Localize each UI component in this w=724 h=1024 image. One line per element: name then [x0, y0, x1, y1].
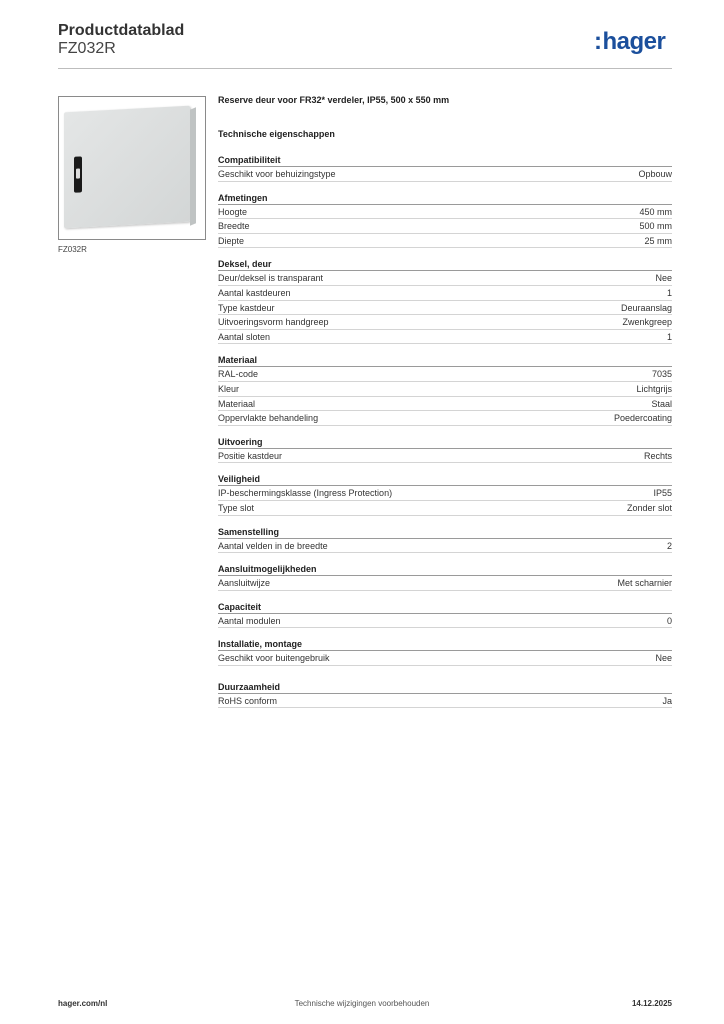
handle-mark: [76, 168, 80, 178]
spec-value: Staal: [651, 398, 672, 409]
spec-label: Aantal sloten: [218, 331, 271, 342]
product-code: FZ032R: [58, 40, 116, 57]
spec-sections: [218, 153, 672, 717]
section-title: Uitvoering: [218, 435, 672, 449]
spec-row: [218, 694, 672, 709]
spec-value: Deuraanslag: [620, 302, 672, 313]
spec-value: 0: [666, 615, 672, 626]
section-title: Afmetingen: [218, 191, 672, 205]
spec-section: [218, 472, 672, 515]
spec-value: 1: [666, 331, 672, 342]
spec-label: Diepte: [218, 235, 245, 246]
section-spacer: [218, 708, 672, 717]
spec-row: [218, 576, 672, 591]
spec-content: [218, 95, 672, 717]
spec-value: Lichtgrijs: [636, 383, 672, 394]
spec-label: Geschikt voor behuizingstype: [218, 169, 336, 179]
spec-section: [218, 353, 672, 425]
spec-row: [218, 330, 672, 345]
spec-label: RoHS conform: [218, 695, 278, 706]
technical-properties-title: Technische eigenschappen: [218, 129, 335, 139]
section-spacer: [218, 182, 672, 191]
spec-row: [218, 614, 672, 629]
section-spacer: [218, 553, 672, 562]
section-spacer: [218, 628, 672, 637]
section-title: Veiligheid: [218, 472, 672, 486]
spec-section: [218, 257, 672, 344]
section-title: Compatibiliteit: [218, 153, 672, 167]
section-title: Samenstelling: [218, 525, 672, 539]
spec-value: Nee: [655, 653, 672, 664]
spec-label: Breedte: [218, 221, 250, 232]
spec-value: 2: [666, 540, 672, 551]
door-edge: [190, 107, 196, 225]
spec-value: 25 mm: [644, 235, 672, 246]
spec-row: [218, 219, 672, 234]
spec-section: [218, 680, 672, 709]
spec-row: [218, 382, 672, 397]
spec-label: Aansluitwijze: [218, 578, 271, 589]
footer-date: 14.12.2025: [631, 999, 672, 1008]
door-handle-icon: [74, 156, 82, 192]
spec-label: Uitvoeringsvorm handgreep: [218, 317, 329, 328]
spec-label: Hoogte: [218, 206, 248, 217]
spec-label: IP-beschermingsklasse (Ingress Protection): [218, 488, 393, 499]
footer-website-link[interactable]: hager.com/nl: [58, 999, 108, 1008]
spec-value: Opbouw: [638, 169, 672, 179]
spec-section: [218, 191, 672, 249]
spec-label: Geschikt voor buitengebruik: [218, 653, 330, 664]
product-description: Reserve deur voor FR32* verdeler, IP55, 500 x 550 mm: [218, 95, 450, 105]
section-spacer: [218, 248, 672, 257]
spec-label: Positie kastdeur: [218, 450, 283, 461]
section-spacer: [218, 463, 672, 472]
hager-logo[interactable]: :hager: [594, 28, 666, 55]
section-spacer: [218, 666, 672, 680]
spec-section: [218, 153, 672, 182]
page-title: Productdatablad: [58, 22, 185, 39]
spec-value: Rechts: [643, 450, 672, 461]
spec-value: Nee: [655, 273, 672, 284]
section-spacer: [218, 591, 672, 600]
spec-row: [218, 411, 672, 426]
spec-label: Aantal kastdeuren: [218, 287, 291, 298]
section-spacer: [218, 426, 672, 435]
spec-value: 7035: [651, 369, 672, 380]
spec-row: [218, 205, 672, 220]
spec-label: Type kastdeur: [218, 302, 275, 313]
spec-row: [218, 367, 672, 382]
spec-label: Kleur: [218, 383, 240, 394]
door-illustration: [64, 106, 190, 229]
section-title: Installatie, montage: [218, 637, 672, 651]
section-title: Materiaal: [218, 353, 672, 367]
spec-section: [218, 562, 672, 591]
spec-section: [218, 435, 672, 464]
spec-label: Materiaal: [218, 398, 256, 409]
spec-value: Zonder slot: [626, 502, 672, 513]
spec-value: Met scharnier: [617, 578, 672, 589]
spec-row: [218, 167, 672, 182]
spec-section: [218, 525, 672, 554]
spec-label: Oppervlakte behandeling: [218, 413, 319, 424]
section-title: Capaciteit: [218, 600, 672, 614]
section-title: Deksel, deur: [218, 257, 672, 271]
logo-text: hager: [602, 28, 666, 55]
spec-value: 500 mm: [639, 221, 672, 232]
spec-section: [218, 637, 672, 666]
spec-row: [218, 539, 672, 554]
spec-row: [218, 397, 672, 412]
footer-note: Technische wijzigingen voorbehouden: [294, 999, 430, 1008]
spec-row: [218, 651, 672, 666]
image-caption: FZ032R: [58, 245, 87, 254]
spec-label: RAL-code: [218, 369, 259, 380]
spec-row: [218, 315, 672, 330]
spec-value: 1: [666, 287, 672, 298]
spec-section: [218, 600, 672, 629]
spec-value: Ja: [662, 695, 672, 706]
spec-value: Zwenkgreep: [622, 317, 672, 328]
section-title: Aansluitmogelijkheden: [218, 562, 672, 576]
spec-label: Deur/deksel is transparant: [218, 273, 324, 284]
spec-row: [218, 486, 672, 501]
spec-row: [218, 271, 672, 286]
spec-value: 450 mm: [639, 206, 672, 217]
spec-row: [218, 449, 672, 464]
spec-value: Poedercoating: [613, 413, 672, 424]
header-divider: [58, 68, 672, 69]
section-spacer: [218, 344, 672, 353]
spec-row: [218, 301, 672, 316]
spec-row: [218, 501, 672, 516]
spec-label: Aantal modulen: [218, 615, 281, 626]
section-title: Duurzaamheid: [218, 680, 672, 694]
spec-value: IP55: [653, 488, 672, 499]
spec-row: [218, 234, 672, 249]
spec-label: Aantal velden in de breedte: [218, 540, 328, 551]
spec-row: [218, 286, 672, 301]
product-image: [58, 96, 206, 240]
spec-label: Type slot: [218, 502, 255, 513]
section-spacer: [218, 516, 672, 525]
